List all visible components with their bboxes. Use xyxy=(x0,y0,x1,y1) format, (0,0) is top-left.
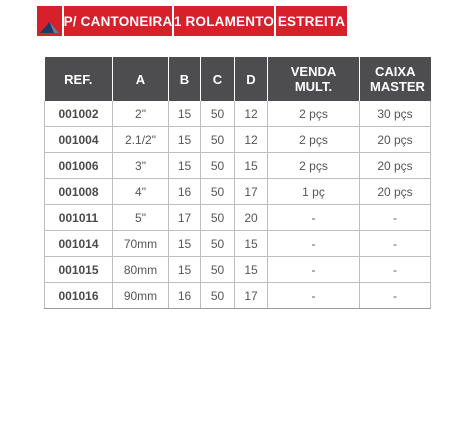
cell-b: 15 xyxy=(169,127,201,153)
column-header-venda-mult: VENDA MULT. xyxy=(268,57,360,101)
column-header-caixa-master: CAIXA MASTER xyxy=(360,57,431,101)
cell-c: 50 xyxy=(201,257,235,283)
table-row xyxy=(45,179,431,205)
cell-d: 15 xyxy=(235,231,268,257)
cell-ref: 001008 xyxy=(45,179,113,205)
column-header-c: C xyxy=(201,57,235,101)
cell-a: 70mm xyxy=(113,231,169,257)
cell-a: 2.1/2" xyxy=(113,127,169,153)
cell-d: 12 xyxy=(235,101,268,127)
cell-ref: 001002 xyxy=(45,101,113,127)
table-row xyxy=(45,257,431,283)
cell-caixa-master: 20 pçs xyxy=(360,153,431,179)
cell-a: 2" xyxy=(113,101,169,127)
tag-rolamento: 1 ROLAMENTO xyxy=(174,6,274,36)
table-header-row xyxy=(45,57,431,101)
brand-logo-icon xyxy=(37,6,62,36)
table-row xyxy=(45,231,431,257)
column-header-b: B xyxy=(169,57,201,101)
table-row xyxy=(45,101,431,127)
cell-venda-mult: 2 pçs xyxy=(268,153,360,179)
cell-c: 50 xyxy=(201,153,235,179)
cell-venda-mult: 2 pçs xyxy=(268,101,360,127)
column-header-ref: REF. xyxy=(45,57,113,101)
cell-caixa-master: - xyxy=(360,283,431,309)
cell-caixa-master: - xyxy=(360,257,431,283)
cell-ref: 001004 xyxy=(45,127,113,153)
cell-c: 50 xyxy=(201,179,235,205)
cell-caixa-master: - xyxy=(360,205,431,231)
cell-a: 90mm xyxy=(113,283,169,309)
table-row xyxy=(45,205,431,231)
cell-ref: 001015 xyxy=(45,257,113,283)
cell-c: 50 xyxy=(201,101,235,127)
cell-b: 15 xyxy=(169,101,201,127)
column-header-a: A xyxy=(113,57,169,101)
cell-c: 50 xyxy=(201,127,235,153)
cell-d: 12 xyxy=(235,127,268,153)
cell-caixa-master: 20 pçs xyxy=(360,127,431,153)
cell-venda-mult: 1 pç xyxy=(268,179,360,205)
cell-venda-mult: - xyxy=(268,205,360,231)
cell-d: 15 xyxy=(235,153,268,179)
cell-c: 50 xyxy=(201,283,235,309)
cell-venda-mult: - xyxy=(268,283,360,309)
table-row xyxy=(45,283,431,309)
column-header-d: D xyxy=(235,57,268,101)
cell-ref: 001011 xyxy=(45,205,113,231)
cell-d: 15 xyxy=(235,257,268,283)
product-spec-table xyxy=(44,57,431,309)
cell-a: 80mm xyxy=(113,257,169,283)
cell-d: 20 xyxy=(235,205,268,231)
cell-b: 15 xyxy=(169,257,201,283)
cell-a: 4" xyxy=(113,179,169,205)
cell-venda-mult: - xyxy=(268,231,360,257)
cell-b: 17 xyxy=(169,205,201,231)
cell-caixa-master: 20 pçs xyxy=(360,179,431,205)
cell-b: 16 xyxy=(169,283,201,309)
cell-caixa-master: 30 pçs xyxy=(360,101,431,127)
cell-a: 5" xyxy=(113,205,169,231)
cell-a: 3" xyxy=(113,153,169,179)
cell-ref: 001016 xyxy=(45,283,113,309)
cell-c: 50 xyxy=(201,205,235,231)
tag-estreita: ESTREITA xyxy=(276,6,347,36)
cell-venda-mult: 2 pçs xyxy=(268,127,360,153)
cell-caixa-master: - xyxy=(360,231,431,257)
cell-venda-mult: - xyxy=(268,257,360,283)
cell-ref: 001006 xyxy=(45,153,113,179)
cell-ref: 001014 xyxy=(45,231,113,257)
cell-d: 17 xyxy=(235,179,268,205)
cell-c: 50 xyxy=(201,231,235,257)
cell-b: 15 xyxy=(169,153,201,179)
cell-d: 17 xyxy=(235,283,268,309)
category-header xyxy=(37,6,349,36)
cell-b: 15 xyxy=(169,231,201,257)
table-row xyxy=(45,127,431,153)
cell-b: 16 xyxy=(169,179,201,205)
table-row xyxy=(45,153,431,179)
tag-cantoneira: P/ CANTONEIRA xyxy=(64,6,172,36)
